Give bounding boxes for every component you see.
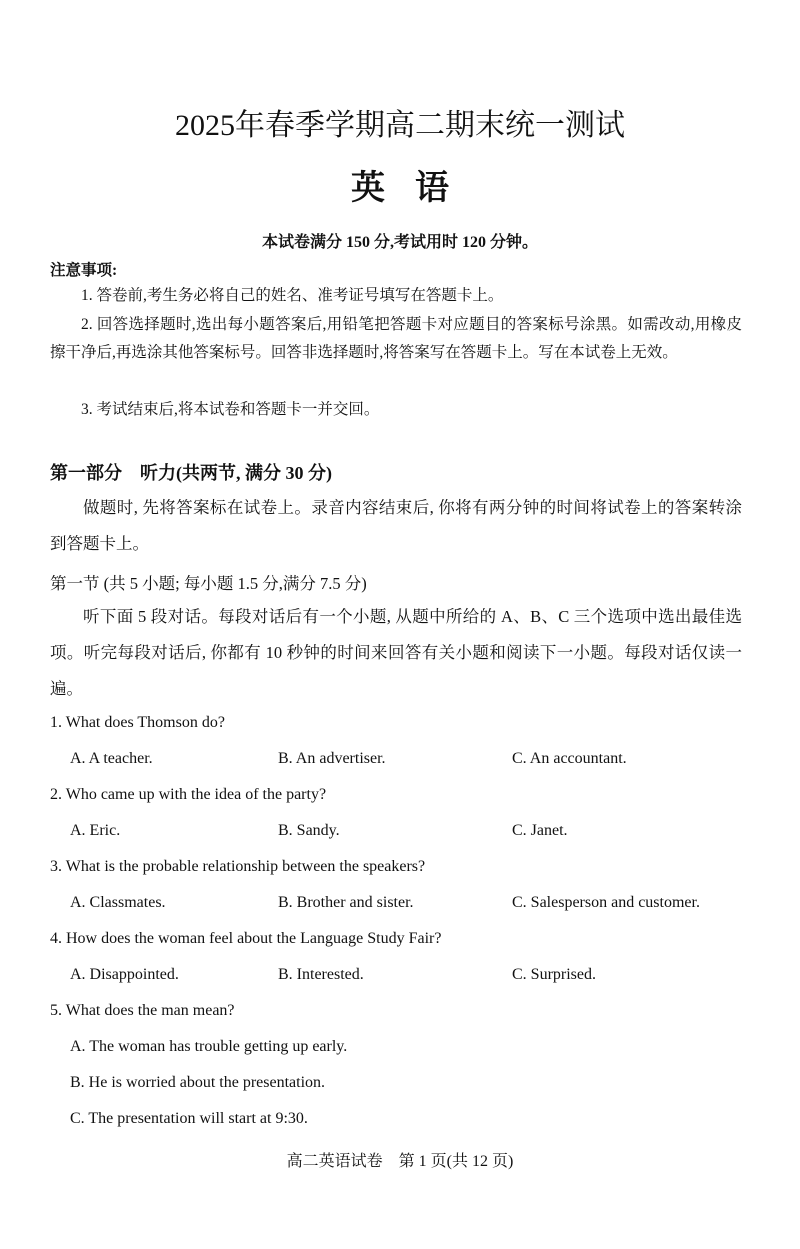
part1-instructions: 做题时, 先将答案标在试卷上。录音内容结束后, 你将有两分钟的时间将试卷上的答案转涂到答题卡上。 bbox=[50, 498, 742, 553]
question-2: 2. Who came up with the idea of the party? bbox=[50, 786, 327, 803]
note-item: 1. 答卷前,考生务必将自己的姓名、准考证号填写在答题卡上。 bbox=[81, 287, 504, 304]
part1-heading: 第一部分 听力(共两节, 满分 30 分) bbox=[50, 463, 332, 483]
option-a: A. A teacher. bbox=[70, 750, 153, 767]
option-b: B. Interested. bbox=[278, 966, 364, 983]
option-b: B. Sandy. bbox=[278, 822, 340, 839]
option-c: C. Janet. bbox=[512, 822, 568, 839]
option-a: A. Disappointed. bbox=[70, 966, 179, 983]
option-b: B. He is worried about the presentation. bbox=[70, 1074, 326, 1091]
notes-heading: 注意事项: bbox=[50, 262, 118, 279]
option-c: C. Surprised. bbox=[512, 966, 596, 983]
option-a: A. The woman has trouble getting up early. bbox=[70, 1038, 348, 1055]
subject-title: 英语 bbox=[351, 170, 479, 207]
option-b: B. Brother and sister. bbox=[278, 894, 414, 911]
question-5: 5. What does the man mean? bbox=[50, 1002, 235, 1019]
page-footer: 高二英语试卷 第 1 页(共 12 页) bbox=[286, 1153, 514, 1170]
score-info: 本试卷满分 150 分,考试用时 120 分钟。 bbox=[261, 234, 538, 251]
section1-heading: 第一节 (共 5 小题; 每小题 1.5 分,满分 7.5 分) bbox=[50, 574, 367, 593]
question-1: 1. What does Thomson do? bbox=[50, 714, 225, 731]
section1-instructions: 听下面 5 段对话。每段对话后有一个小题, 从题中所给的 A、B、C 三个选项中选出最佳选项。听完每段对话后, 你都有 10 秒钟的时间来回答有关小题和阅读下一小题。每段对话仅读一遍。 bbox=[50, 607, 742, 698]
option-c: C. Salesperson and customer. bbox=[512, 894, 700, 911]
option-a: A. Eric. bbox=[70, 822, 121, 839]
option-a: A. Classmates. bbox=[70, 894, 166, 911]
exam-title: 2025年春季学期高二期末统一测试 bbox=[175, 109, 625, 142]
note-item: 2. 回答选择题时,选出每小题答案后,用铅笔把答题卡对应题目的答案标号涂黑。如需改动,用橡皮擦干净后,再选涂其他答案标号。回答非选择题时,将答案写在答题卡上。写在本试卷上无效。 bbox=[50, 315, 742, 361]
question-3: 3. What is the probable relationship between the speakers? bbox=[50, 858, 426, 875]
question-4: 4. How does the woman feel about the Language Study Fair? bbox=[50, 930, 442, 947]
note-item: 3. 考试结束后,将本试卷和答题卡一并交回。 bbox=[81, 401, 380, 418]
option-b: B. An advertiser. bbox=[278, 750, 386, 767]
option-c: C. The presentation will start at 9:30. bbox=[70, 1110, 308, 1127]
option-c: C. An accountant. bbox=[512, 750, 627, 767]
